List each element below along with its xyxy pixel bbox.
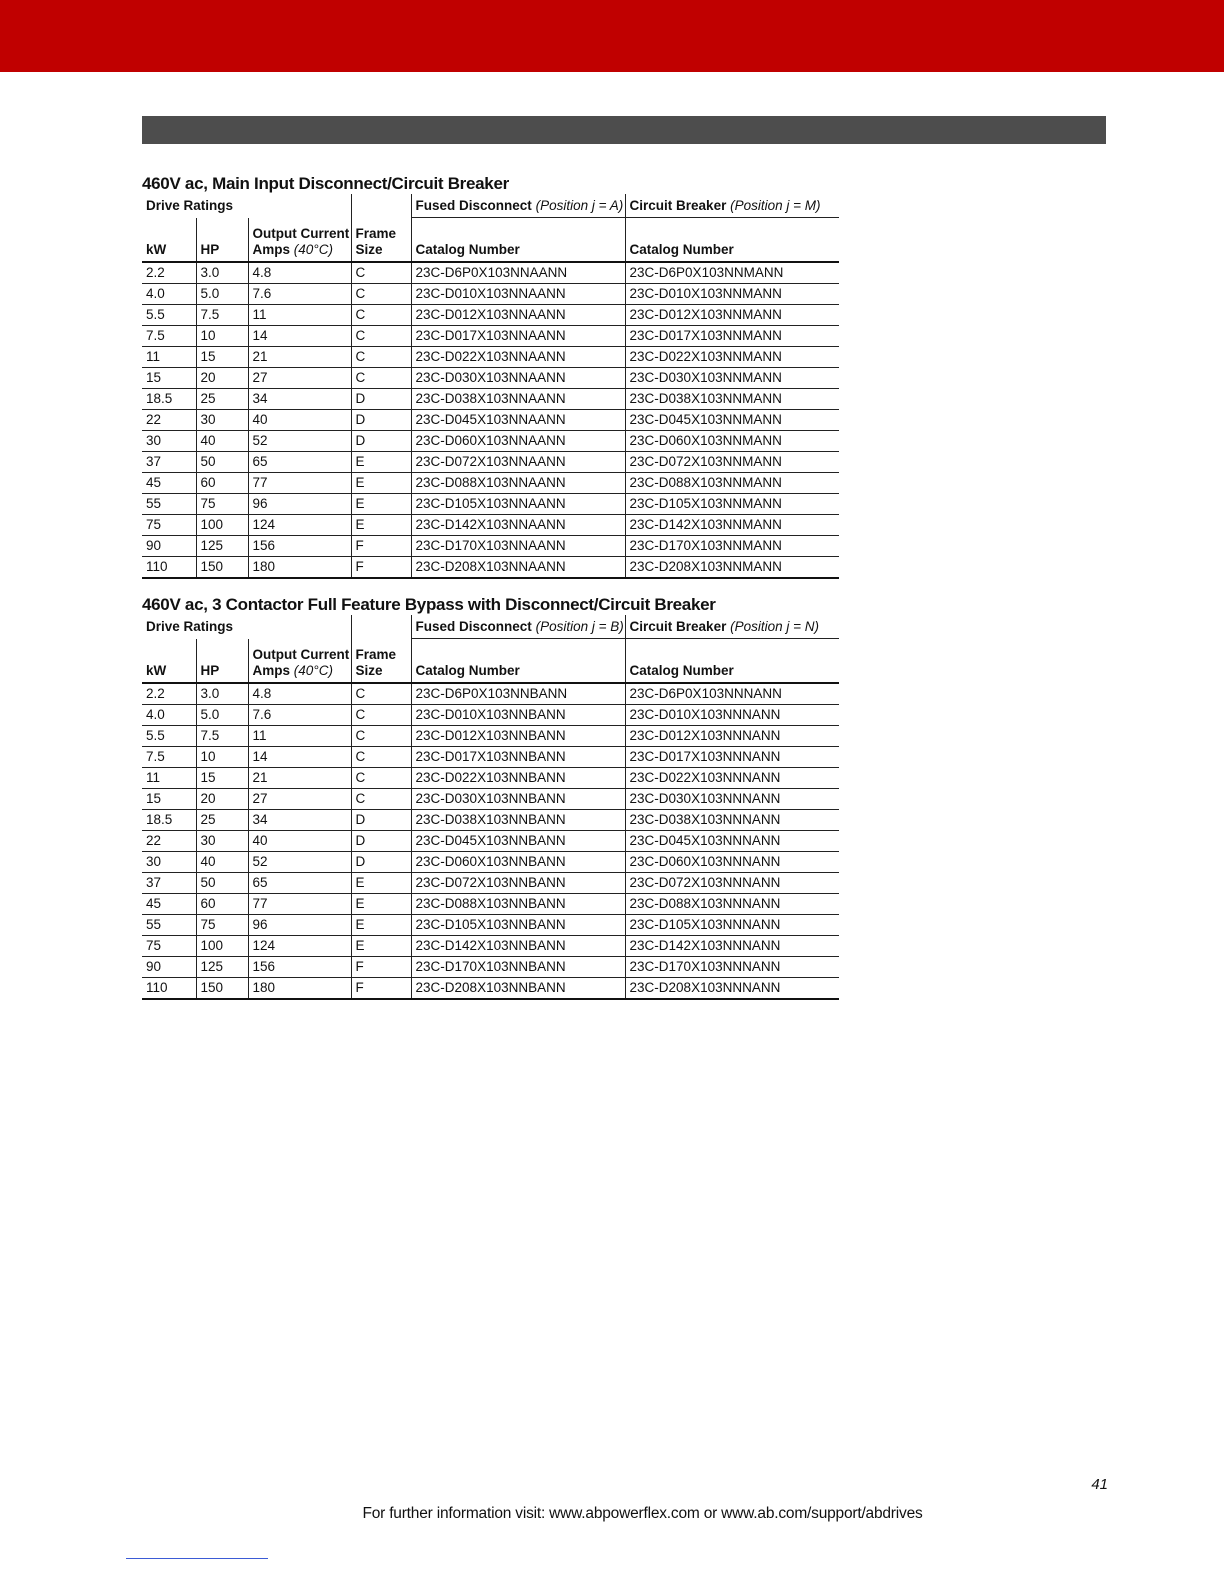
cell-fused-catalog: 23C-D6P0X103NNBANN	[411, 683, 625, 705]
cell-breaker-catalog: 23C-D6P0X103NNNANN	[625, 683, 839, 705]
cell-fused-catalog: 23C-D022X103NNAANN	[411, 347, 625, 368]
cell-kw: 5.5	[142, 305, 196, 326]
cell-breaker-catalog: 23C-D088X103NNNANN	[625, 894, 839, 915]
header-hp: HP	[196, 218, 248, 263]
cell-breaker-catalog: 23C-D045X103NNMANN	[625, 410, 839, 431]
cell-frame: C	[351, 705, 411, 726]
cell-amps: 4.8	[248, 683, 351, 705]
cell-kw: 4.0	[142, 284, 196, 305]
cell-breaker-catalog: 23C-D208X103NNMANN	[625, 557, 839, 579]
header-frame-size	[351, 615, 411, 683]
cell-fused-catalog: 23C-D6P0X103NNAANN	[411, 262, 625, 284]
footer-rule	[126, 1558, 268, 1559]
cell-hp: 40	[196, 431, 248, 452]
cell-amps: 14	[248, 747, 351, 768]
cell-hp: 20	[196, 789, 248, 810]
cell-frame: C	[351, 768, 411, 789]
cell-kw: 45	[142, 473, 196, 494]
header-kw: kW	[142, 218, 196, 263]
cell-breaker-catalog: 23C-D010X103NNMANN	[625, 284, 839, 305]
cell-breaker-catalog: 23C-D208X103NNNANN	[625, 978, 839, 1000]
cell-amps: 124	[248, 936, 351, 957]
header-output-current-label: Output Current	[252, 647, 350, 662]
cell-amps: 52	[248, 431, 351, 452]
table-row	[142, 326, 839, 347]
header-breaker-catalog: Catalog Number	[625, 639, 839, 684]
header-output-current	[248, 218, 351, 263]
cell-fused-catalog: 23C-D208X103NNBANN	[411, 978, 625, 1000]
cell-hp: 3.0	[196, 683, 248, 705]
cell-frame: E	[351, 473, 411, 494]
cell-fused-catalog: 23C-D022X103NNBANN	[411, 768, 625, 789]
cell-fused-catalog: 23C-D105X103NNAANN	[411, 494, 625, 515]
cell-frame: C	[351, 326, 411, 347]
table-row	[142, 894, 839, 915]
cell-breaker-catalog: 23C-D105X103NNMANN	[625, 494, 839, 515]
cell-amps: 156	[248, 957, 351, 978]
cell-kw: 2.2	[142, 683, 196, 705]
header-frame: Frame	[355, 226, 397, 241]
cell-frame: E	[351, 936, 411, 957]
cell-amps: 34	[248, 389, 351, 410]
cell-fused-catalog: 23C-D012X103NNBANN	[411, 726, 625, 747]
cell-kw: 5.5	[142, 726, 196, 747]
table-bypass	[142, 595, 839, 1000]
cell-fused-catalog: 23C-D072X103NNAANN	[411, 452, 625, 473]
cell-hp: 125	[196, 536, 248, 557]
table-row	[142, 936, 839, 957]
cell-frame: C	[351, 726, 411, 747]
table-row	[142, 410, 839, 431]
table-row	[142, 726, 839, 747]
cell-hp: 75	[196, 915, 248, 936]
cell-amps: 21	[248, 768, 351, 789]
cell-frame: E	[351, 452, 411, 473]
cell-fused-catalog: 23C-D088X103NNBANN	[411, 894, 625, 915]
table-row	[142, 536, 839, 557]
table-row	[142, 683, 839, 705]
table-row	[142, 557, 839, 579]
header-fused-disconnect	[411, 615, 625, 639]
cell-hp: 75	[196, 494, 248, 515]
header-fused-catalog: Catalog Number	[411, 218, 625, 263]
header-size: Size	[355, 242, 383, 257]
cell-amps: 7.6	[248, 284, 351, 305]
cell-hp: 10	[196, 326, 248, 347]
cell-fused-catalog: 23C-D142X103NNAANN	[411, 515, 625, 536]
cell-breaker-catalog: 23C-D072X103NNMANN	[625, 452, 839, 473]
cell-amps: 124	[248, 515, 351, 536]
cell-kw: 4.0	[142, 705, 196, 726]
cell-kw: 37	[142, 873, 196, 894]
cell-amps: 156	[248, 536, 351, 557]
cell-fused-catalog: 23C-D030X103NNAANN	[411, 368, 625, 389]
cell-fused-catalog: 23C-D045X103NNBANN	[411, 831, 625, 852]
table-row	[142, 978, 839, 1000]
cell-amps: 11	[248, 726, 351, 747]
header-breaker-label: Circuit Breaker	[629, 618, 727, 634]
cell-frame: D	[351, 389, 411, 410]
cell-hp: 50	[196, 873, 248, 894]
cell-frame: D	[351, 431, 411, 452]
cell-breaker-catalog: 23C-D060X103NNMANN	[625, 431, 839, 452]
cell-breaker-catalog: 23C-D6P0X103NNMANN	[625, 262, 839, 284]
cell-frame: E	[351, 515, 411, 536]
cell-frame: C	[351, 789, 411, 810]
header-output-current	[248, 639, 351, 684]
cell-breaker-catalog: 23C-D060X103NNNANN	[625, 852, 839, 873]
table-main-input	[142, 174, 839, 579]
table-row	[142, 747, 839, 768]
cell-frame: D	[351, 410, 411, 431]
header-output-current-label: Output Current	[252, 226, 350, 241]
header-size: Size	[355, 663, 383, 678]
cell-fused-catalog: 23C-D038X103NNAANN	[411, 389, 625, 410]
cell-amps: 27	[248, 789, 351, 810]
cell-frame: D	[351, 852, 411, 873]
header-breaker-position: (Position j = N)	[730, 618, 819, 634]
header-circuit-breaker	[625, 615, 839, 639]
cell-fused-catalog: 23C-D010X103NNBANN	[411, 705, 625, 726]
cell-amps: 77	[248, 894, 351, 915]
cell-hp: 25	[196, 810, 248, 831]
cell-kw: 11	[142, 347, 196, 368]
cell-hp: 7.5	[196, 726, 248, 747]
page-number: 41	[1091, 1476, 1108, 1493]
cell-breaker-catalog: 23C-D088X103NNMANN	[625, 473, 839, 494]
cell-kw: 2.2	[142, 262, 196, 284]
cell-frame: E	[351, 494, 411, 515]
cell-breaker-catalog: 23C-D072X103NNNANN	[625, 873, 839, 894]
header-drive-ratings: Drive Ratings	[146, 618, 234, 634]
cell-kw: 55	[142, 494, 196, 515]
cell-hp: 7.5	[196, 305, 248, 326]
cell-breaker-catalog: 23C-D012X103NNNANN	[625, 726, 839, 747]
cell-amps: 40	[248, 410, 351, 431]
table-row	[142, 284, 839, 305]
cell-fused-catalog: 23C-D060X103NNBANN	[411, 852, 625, 873]
table-row	[142, 452, 839, 473]
cell-fused-catalog: 23C-D038X103NNBANN	[411, 810, 625, 831]
cell-frame: C	[351, 284, 411, 305]
header-amps-temp: (40°C)	[293, 242, 333, 257]
table-row	[142, 852, 839, 873]
cell-fused-catalog: 23C-D105X103NNBANN	[411, 915, 625, 936]
cell-amps: 65	[248, 873, 351, 894]
spec-table	[142, 615, 839, 1000]
table-row	[142, 305, 839, 326]
header-amps: Amps	[252, 242, 291, 257]
cell-breaker-catalog: 23C-D170X103NNMANN	[625, 536, 839, 557]
cell-breaker-catalog: 23C-D022X103NNMANN	[625, 347, 839, 368]
cell-fused-catalog: 23C-D142X103NNBANN	[411, 936, 625, 957]
cell-breaker-catalog: 23C-D038X103NNMANN	[625, 389, 839, 410]
header-fused-disconnect	[411, 194, 625, 218]
cell-breaker-catalog: 23C-D022X103NNNANN	[625, 768, 839, 789]
cell-hp: 60	[196, 894, 248, 915]
cell-frame: F	[351, 536, 411, 557]
cell-amps: 4.8	[248, 262, 351, 284]
cell-amps: 34	[248, 810, 351, 831]
table-row	[142, 789, 839, 810]
header-amps: Amps	[252, 663, 291, 678]
cell-frame: D	[351, 831, 411, 852]
cell-frame: F	[351, 957, 411, 978]
cell-hp: 15	[196, 347, 248, 368]
cell-amps: 65	[248, 452, 351, 473]
cell-hp: 60	[196, 473, 248, 494]
table-row	[142, 705, 839, 726]
cell-kw: 75	[142, 936, 196, 957]
cell-amps: 40	[248, 831, 351, 852]
cell-fused-catalog: 23C-D017X103NNBANN	[411, 747, 625, 768]
cell-kw: 110	[142, 557, 196, 579]
spec-table	[142, 194, 839, 579]
table-row	[142, 368, 839, 389]
cell-amps: 27	[248, 368, 351, 389]
cell-frame: C	[351, 305, 411, 326]
header-fused-position: (Position j = A)	[535, 197, 624, 213]
cell-kw: 90	[142, 536, 196, 557]
cell-kw: 30	[142, 852, 196, 873]
table-row	[142, 915, 839, 936]
cell-breaker-catalog: 23C-D170X103NNNANN	[625, 957, 839, 978]
header-fused-position: (Position j = B)	[535, 618, 624, 634]
cell-hp: 20	[196, 368, 248, 389]
cell-fused-catalog: 23C-D012X103NNAANN	[411, 305, 625, 326]
header-fused-label: Fused Disconnect	[415, 197, 532, 213]
cell-frame: C	[351, 368, 411, 389]
cell-hp: 150	[196, 557, 248, 579]
table-row	[142, 768, 839, 789]
cell-frame: C	[351, 347, 411, 368]
cell-fused-catalog: 23C-D060X103NNAANN	[411, 431, 625, 452]
cell-kw: 7.5	[142, 326, 196, 347]
cell-hp: 5.0	[196, 705, 248, 726]
cell-kw: 22	[142, 831, 196, 852]
cell-breaker-catalog: 23C-D010X103NNNANN	[625, 705, 839, 726]
footer-text: For further information visit: www.abpowerflex.com or www.ab.com/support/abdrives	[362, 1505, 923, 1522]
cell-breaker-catalog: 23C-D017X103NNMANN	[625, 326, 839, 347]
cell-hp: 10	[196, 747, 248, 768]
table-row	[142, 810, 839, 831]
cell-kw: 11	[142, 768, 196, 789]
cell-breaker-catalog: 23C-D012X103NNMANN	[625, 305, 839, 326]
table-row	[142, 515, 839, 536]
cell-hp: 5.0	[196, 284, 248, 305]
cell-amps: 96	[248, 915, 351, 936]
cell-amps: 21	[248, 347, 351, 368]
cell-hp: 100	[196, 515, 248, 536]
cell-breaker-catalog: 23C-D142X103NNMANN	[625, 515, 839, 536]
cell-breaker-catalog: 23C-D030X103NNNANN	[625, 789, 839, 810]
table-row	[142, 831, 839, 852]
cell-kw: 110	[142, 978, 196, 1000]
cell-hp: 125	[196, 957, 248, 978]
cell-amps: 180	[248, 557, 351, 579]
cell-fused-catalog: 23C-D045X103NNAANN	[411, 410, 625, 431]
cell-amps: 14	[248, 326, 351, 347]
cell-frame: E	[351, 873, 411, 894]
cell-fused-catalog: 23C-D208X103NNAANN	[411, 557, 625, 579]
header-frame: Frame	[355, 647, 397, 662]
table-row	[142, 494, 839, 515]
cell-kw: 45	[142, 894, 196, 915]
table-row	[142, 957, 839, 978]
cell-breaker-catalog: 23C-D038X103NNNANN	[625, 810, 839, 831]
cell-kw: 55	[142, 915, 196, 936]
cell-fused-catalog: 23C-D170X103NNBANN	[411, 957, 625, 978]
header-drive-ratings: Drive Ratings	[146, 197, 234, 213]
cell-kw: 7.5	[142, 747, 196, 768]
cell-amps: 180	[248, 978, 351, 1000]
cell-kw: 37	[142, 452, 196, 473]
section-header-band	[142, 116, 1106, 144]
cell-frame: E	[351, 915, 411, 936]
cell-fused-catalog: 23C-D030X103NNBANN	[411, 789, 625, 810]
cell-amps: 52	[248, 852, 351, 873]
cell-hp: 30	[196, 831, 248, 852]
header-circuit-breaker	[625, 194, 839, 218]
cell-fused-catalog: 23C-D017X103NNAANN	[411, 326, 625, 347]
cell-hp: 30	[196, 410, 248, 431]
cell-kw: 18.5	[142, 810, 196, 831]
cell-fused-catalog: 23C-D088X103NNAANN	[411, 473, 625, 494]
header-fused-catalog: Catalog Number	[411, 639, 625, 684]
table-title: 460V ac, 3 Contactor Full Feature Bypass with Disconnect/Circuit Breaker	[142, 595, 716, 614]
cell-amps: 96	[248, 494, 351, 515]
cell-breaker-catalog: 23C-D030X103NNMANN	[625, 368, 839, 389]
header-frame-size	[351, 194, 411, 262]
cell-frame: D	[351, 810, 411, 831]
cell-hp: 15	[196, 768, 248, 789]
table-title: 460V ac, Main Input Disconnect/Circuit Breaker	[142, 174, 509, 193]
cell-fused-catalog: 23C-D170X103NNAANN	[411, 536, 625, 557]
cell-amps: 77	[248, 473, 351, 494]
cell-frame: C	[351, 683, 411, 705]
table-row	[142, 473, 839, 494]
cell-amps: 11	[248, 305, 351, 326]
table-row	[142, 873, 839, 894]
table-row	[142, 347, 839, 368]
cell-kw: 18.5	[142, 389, 196, 410]
cell-breaker-catalog: 23C-D142X103NNNANN	[625, 936, 839, 957]
table-row	[142, 431, 839, 452]
header-red-bar	[0, 0, 1224, 72]
header-amps-temp: (40°C)	[293, 663, 333, 678]
table-row	[142, 389, 839, 410]
cell-kw: 15	[142, 368, 196, 389]
cell-amps: 7.6	[248, 705, 351, 726]
cell-kw: 22	[142, 410, 196, 431]
cell-fused-catalog: 23C-D072X103NNBANN	[411, 873, 625, 894]
cell-frame: F	[351, 557, 411, 579]
cell-kw: 15	[142, 789, 196, 810]
cell-hp: 150	[196, 978, 248, 1000]
cell-fused-catalog: 23C-D010X103NNAANN	[411, 284, 625, 305]
cell-frame: F	[351, 978, 411, 1000]
header-kw: kW	[142, 639, 196, 684]
cell-kw: 90	[142, 957, 196, 978]
cell-hp: 100	[196, 936, 248, 957]
header-breaker-position: (Position j = M)	[730, 197, 821, 213]
cell-breaker-catalog: 23C-D017X103NNNANN	[625, 747, 839, 768]
header-breaker-catalog: Catalog Number	[625, 218, 839, 263]
cell-breaker-catalog: 23C-D105X103NNNANN	[625, 915, 839, 936]
cell-frame: C	[351, 262, 411, 284]
cell-hp: 50	[196, 452, 248, 473]
header-fused-label: Fused Disconnect	[415, 618, 532, 634]
cell-frame: E	[351, 894, 411, 915]
cell-breaker-catalog: 23C-D045X103NNNANN	[625, 831, 839, 852]
cell-kw: 75	[142, 515, 196, 536]
header-hp: HP	[196, 639, 248, 684]
cell-hp: 40	[196, 852, 248, 873]
cell-hp: 25	[196, 389, 248, 410]
table-row	[142, 262, 839, 284]
cell-hp: 3.0	[196, 262, 248, 284]
header-breaker-label: Circuit Breaker	[629, 197, 727, 213]
cell-frame: C	[351, 747, 411, 768]
cell-kw: 30	[142, 431, 196, 452]
